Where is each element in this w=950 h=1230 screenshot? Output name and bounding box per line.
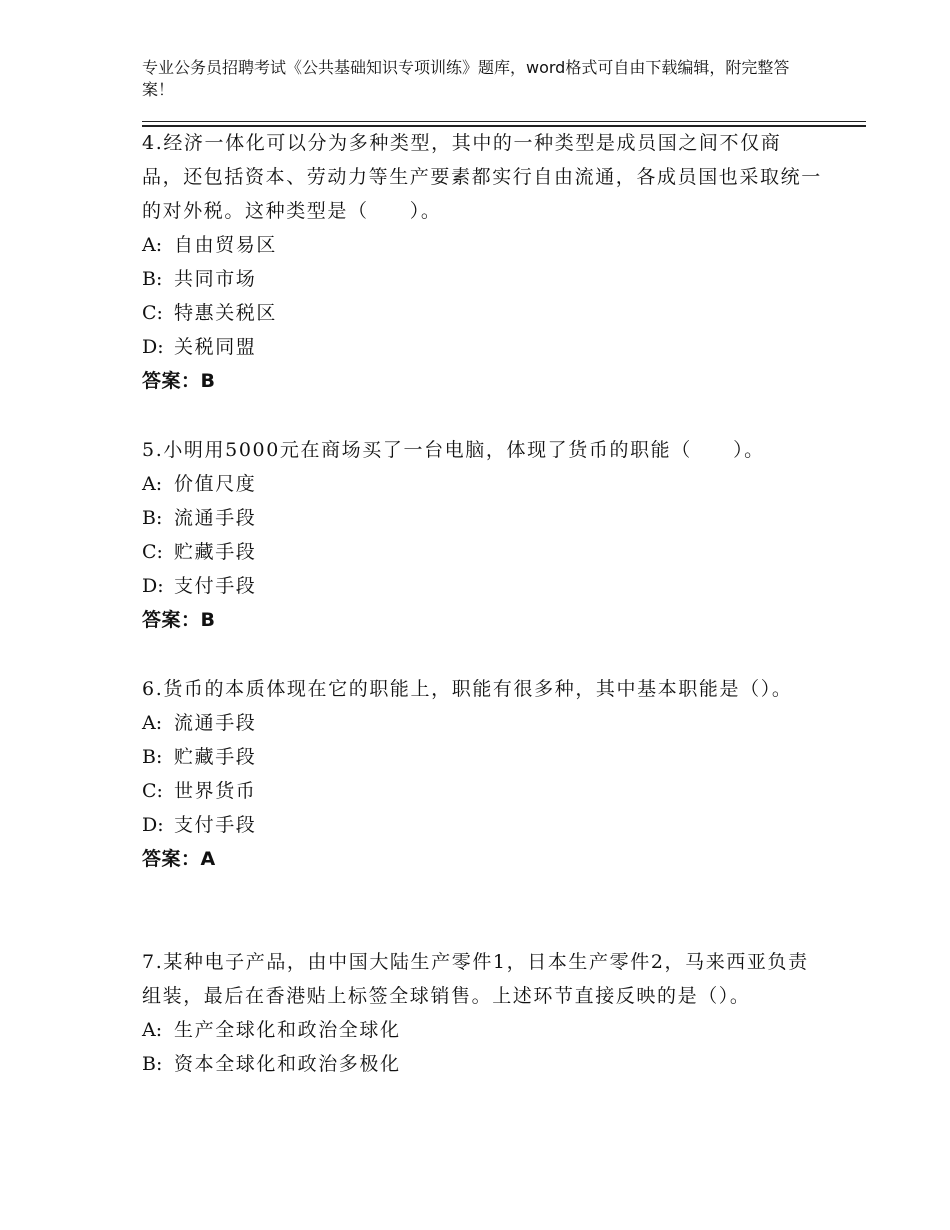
question-7 xyxy=(142,945,822,1081)
answer-value: B xyxy=(200,370,216,392)
option-text: 资本全球化和政治多极化 xyxy=(174,1053,401,1075)
option-label: C: xyxy=(142,302,163,324)
option-text: 价值尺度 xyxy=(174,473,257,495)
option-label: A: xyxy=(142,712,163,734)
option-label: B: xyxy=(142,1053,163,1075)
answer-line xyxy=(142,603,822,637)
answer-label: 答案： xyxy=(142,370,201,392)
answer-line xyxy=(142,364,822,398)
question-4 xyxy=(142,126,822,398)
option-text: 世界货币 xyxy=(174,780,257,802)
answer-label: 答案： xyxy=(142,848,201,870)
option-text: 共同市场 xyxy=(174,268,257,290)
question-5 xyxy=(142,433,822,637)
answer-label: 答案： xyxy=(142,609,201,631)
answer-value: A xyxy=(200,848,216,870)
answer-line xyxy=(142,842,822,876)
option-text: 支付手段 xyxy=(174,575,257,597)
option-text: 流通手段 xyxy=(174,712,257,734)
option-text: 关税同盟 xyxy=(174,336,257,358)
option-b xyxy=(142,262,822,296)
option-label: A: xyxy=(142,234,163,256)
option-c xyxy=(142,296,822,330)
option-label: D: xyxy=(142,814,164,836)
option-text: 贮藏手段 xyxy=(174,746,257,768)
question-6 xyxy=(142,672,822,876)
option-label: B: xyxy=(142,507,163,529)
option-label: A: xyxy=(142,473,163,495)
option-label: C: xyxy=(142,541,163,563)
option-text: 自由贸易区 xyxy=(174,234,278,256)
option-b xyxy=(142,501,822,535)
option-label: D: xyxy=(142,575,164,597)
option-d xyxy=(142,569,822,603)
option-a xyxy=(142,467,822,501)
option-text: 特惠关税区 xyxy=(174,302,278,324)
option-b xyxy=(142,1047,822,1081)
header-rule-thin xyxy=(142,121,866,122)
option-a xyxy=(142,228,822,262)
option-c xyxy=(142,535,822,569)
option-a xyxy=(142,706,822,740)
option-text: 贮藏手段 xyxy=(174,541,257,563)
option-label: A: xyxy=(142,1019,163,1041)
option-label: B: xyxy=(142,268,163,290)
option-text: 支付手段 xyxy=(174,814,257,836)
option-d xyxy=(142,808,822,842)
option-text: 生产全球化和政治全球化 xyxy=(174,1019,401,1041)
option-label: D: xyxy=(142,336,164,358)
answer-value: B xyxy=(200,609,216,631)
option-b xyxy=(142,740,822,774)
question-stem: 5.小明用5000元在商场买了一台电脑，体现了货币的职能（ ）。 xyxy=(142,439,765,461)
option-label: B: xyxy=(142,746,163,768)
option-c xyxy=(142,774,822,808)
option-d xyxy=(142,330,822,364)
question-stem: 4.经济一体化可以分为多种类型，其中的一种类型是成员国之间不仅商品，还包括资本、劳动力等生产要素都实行自由流通，各成员国也采取统一的对外税。这种类型是（ ）。 xyxy=(142,132,822,222)
document-header: 专业公务员招聘考试《公共基础知识专项训练》题库，word格式可自由下载编辑，附完整答案！ xyxy=(142,58,790,99)
option-text: 流通手段 xyxy=(174,507,257,529)
question-stem: 6.货币的本质体现在它的职能上，职能有很多种，其中基本职能是（）。 xyxy=(142,678,793,700)
option-label: C: xyxy=(142,780,163,802)
question-stem: 7.某种电子产品，由中国大陆生产零件1，日本生产零件2，马来西亚负责组装，最后在香港贴上标签全球销售。上述环节直接反映的是（）。 xyxy=(142,951,809,1007)
option-a xyxy=(142,1013,822,1047)
